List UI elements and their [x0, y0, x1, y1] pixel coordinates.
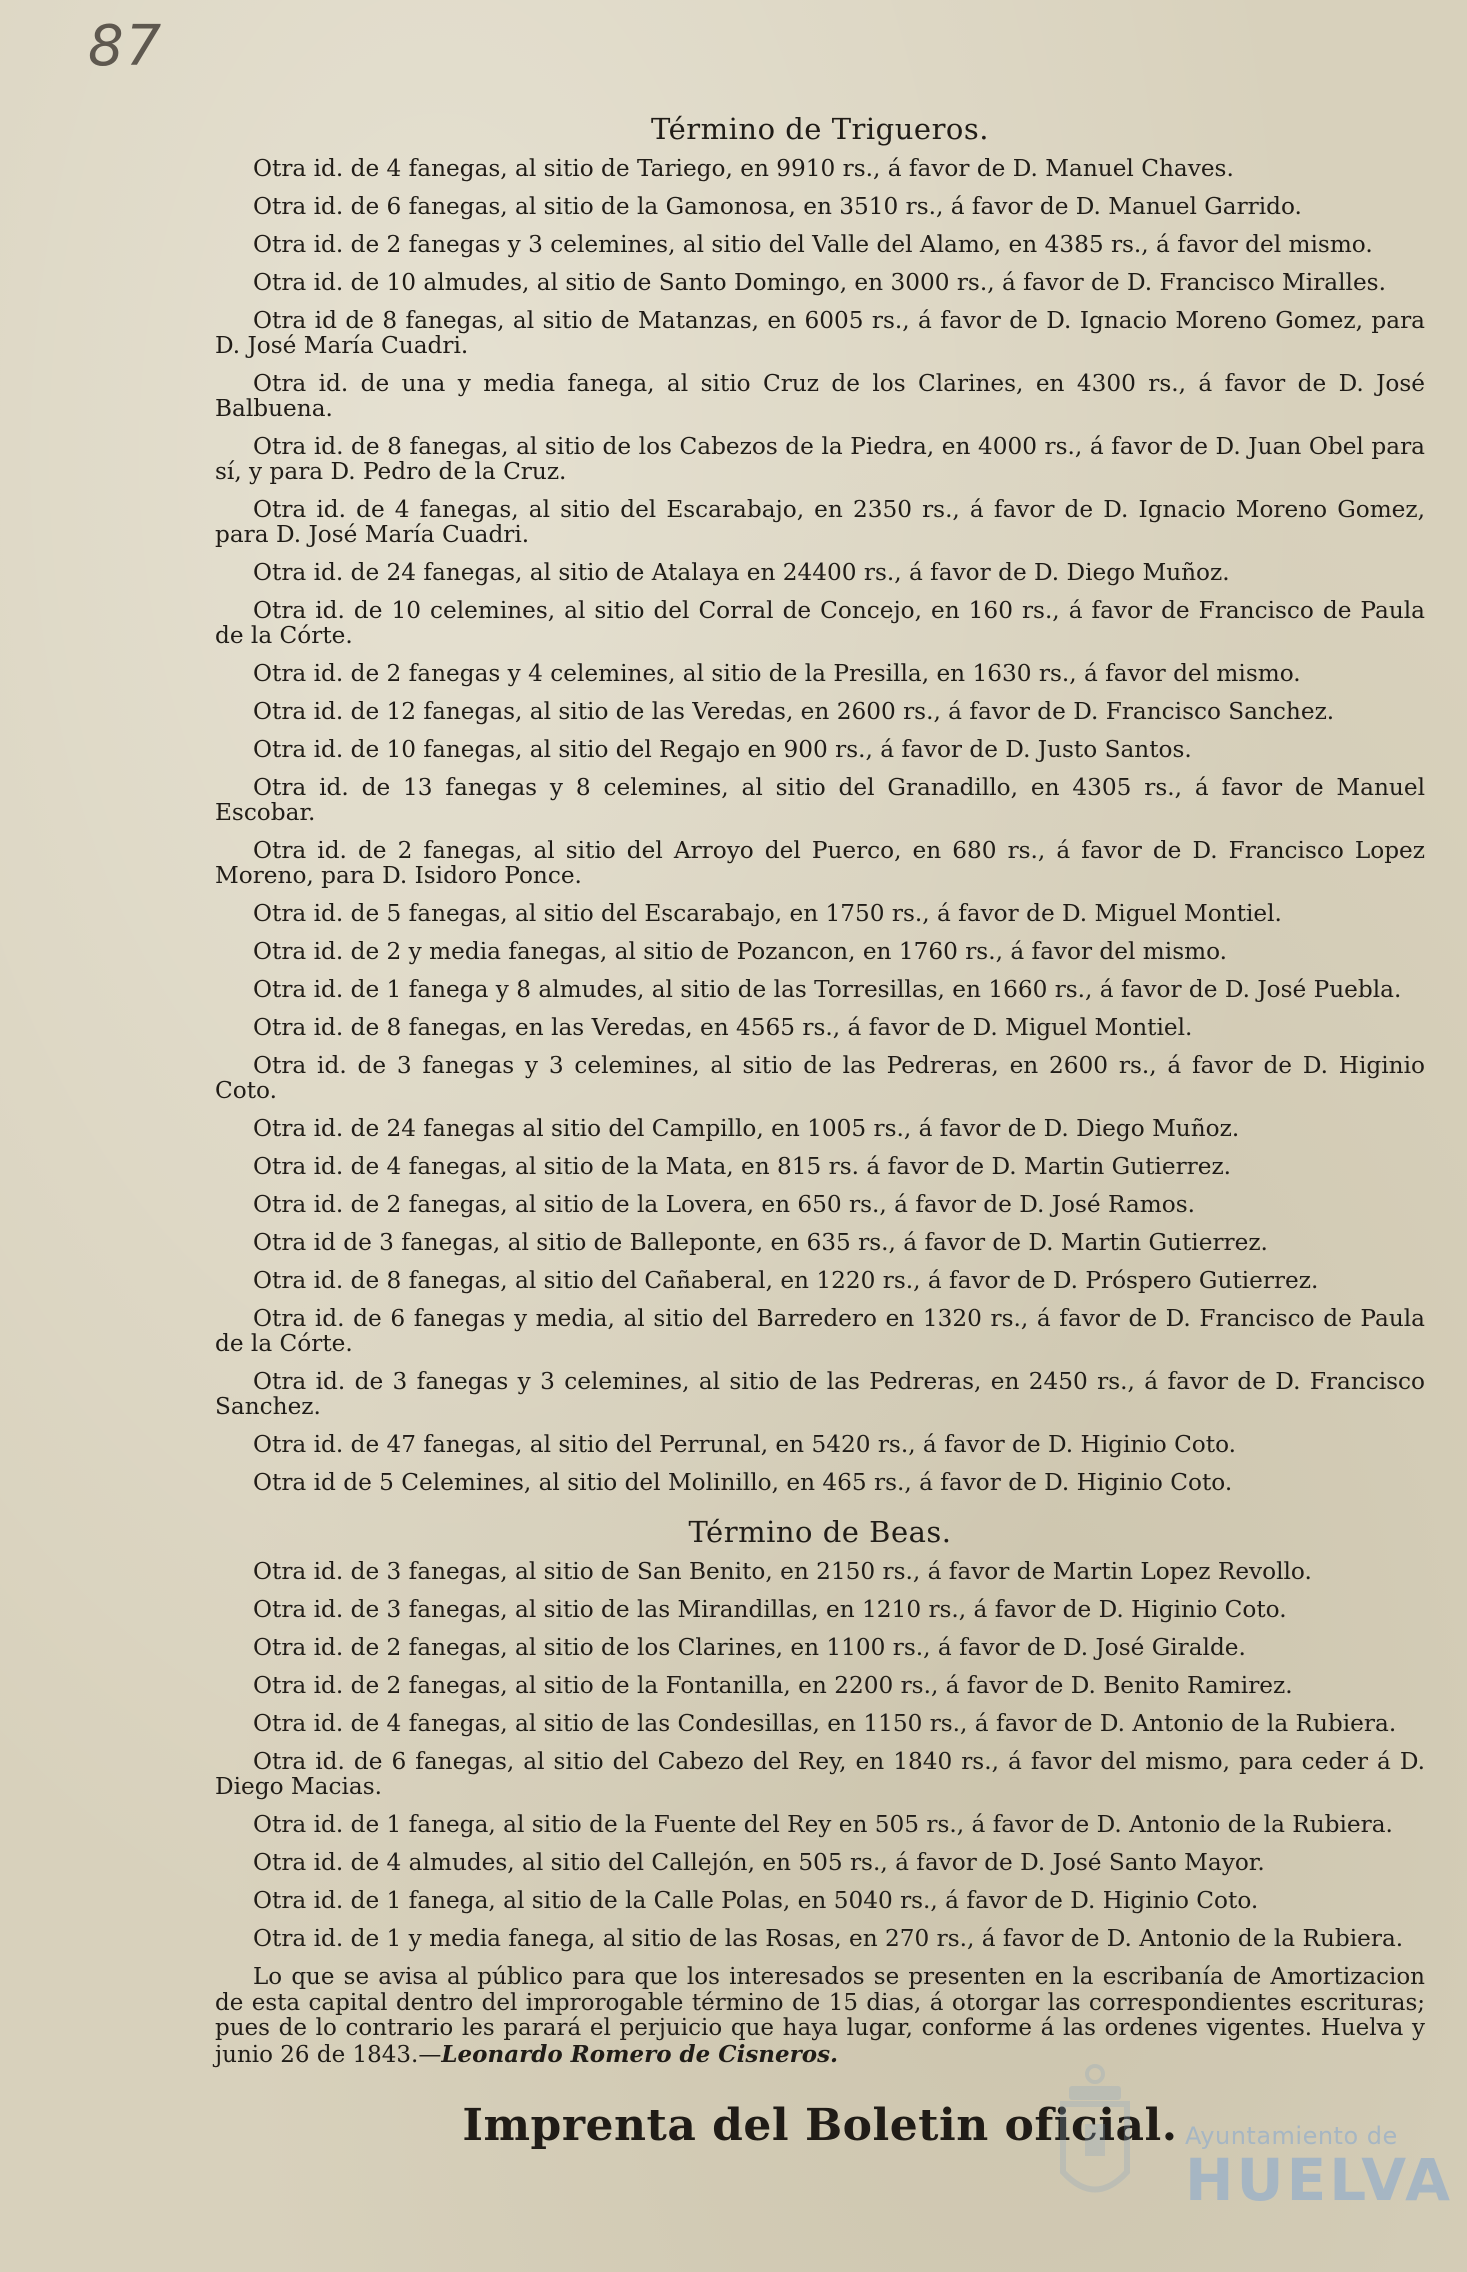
list-item: Otra id. de 2 fanegas, al sitio de la Fontanilla, en 2200 rs., á favor de D. Benito Ramirez.: [253, 1672, 1293, 1699]
section-beas: [215, 1515, 1425, 1951]
list-item: Otra id. de 13 fanegas y 8 celemines, al sitio del Granadillo, en 4305 rs., á favor de Manuel Escobar.: [215, 774, 1425, 826]
document-body: [215, 112, 1425, 2151]
list-item: Otra id. de 6 fanegas, al sitio de la Gamonosa, en 3510 rs., á favor de D. Manuel Garrido.: [253, 193, 1302, 220]
list-item: Otra id. de 47 fanegas, al sitio del Perrunal, en 5420 rs., á favor de D. Higinio Coto.: [253, 1431, 1237, 1458]
list-item: Otra id. de 8 fanegas, al sitio del Cañaberal, en 1220 rs., á favor de D. Próspero Gutierrez.: [253, 1267, 1319, 1294]
list-item: Otra id. de 2 fanegas, al sitio de la Lovera, en 650 rs., á favor de D. José Ramos.: [253, 1191, 1195, 1218]
list-item: Otra id. de 1 fanega, al sitio de la Fuente del Rey en 505 rs., á favor de D. Antonio de la Rubiera.: [253, 1811, 1393, 1838]
shelf-mark-number: 87: [88, 14, 164, 79]
list-item: Otra id. de 3 fanegas y 3 celemines, al sitio de las Pedreras, en 2450 rs., á favor de D. Francisco Sanchez.: [215, 1368, 1425, 1420]
list-item: Otra id. de 10 almudes, al sitio de Santo Domingo, en 3000 rs., á favor de D. Francisco Miralles.: [253, 269, 1386, 296]
list-item: Otra id. de 24 fanegas al sitio del Campillo, en 1005 rs., á favor de D. Diego Muñoz.: [253, 1115, 1240, 1142]
list-item: Otra id. de 8 fanegas, en las Veredas, en 4565 rs., á favor de D. Miguel Montiel.: [253, 1014, 1193, 1041]
handwritten-shelf-mark: [88, 14, 163, 79]
list-item: Otra id. de 6 fanegas, al sitio del Cabezo del Rey, en 1840 rs., á favor del mismo, para ceder á D. Diego Macias.: [215, 1748, 1425, 1800]
list-item: Otra id. de 12 fanegas, al sitio de las Veredas, en 2600 rs., á favor de D. Francisco Sanchez.: [253, 698, 1335, 725]
list-item: Otra id. de 24 fanegas, al sitio de Atalaya en 24400 rs., á favor de D. Diego Muñoz.: [253, 559, 1230, 586]
list-item: Otra id. de 2 y media fanegas, al sitio de Pozancon, en 1760 rs., á favor del mismo.: [253, 938, 1227, 965]
list-item: Otra id. de 2 fanegas y 3 celemines, al sitio del Valle del Alamo, en 4385 rs., á favor del mismo.: [253, 231, 1373, 258]
section-title: Término de Trigueros.: [651, 112, 989, 146]
list-item: Otra id. de 3 fanegas, al sitio de las Mirandillas, en 1210 rs., á favor de D. Higinio Coto.: [253, 1596, 1287, 1623]
list-item: Otra id. de 2 fanegas, al sitio del Arroyo del Puerco, en 680 rs., á favor de D. Francisco Lopez Moreno, para D. Isidoro Ponce.: [215, 837, 1425, 889]
watermark-logo: [1185, 2122, 1453, 2214]
list-item: Otra id. de 1 y media fanega, al sitio de las Rosas, en 270 rs., á favor de D. Antonio de la Rubiera.: [253, 1925, 1404, 1952]
public-notice: [215, 1965, 1425, 2068]
watermark-line2: HUELVA: [1185, 2146, 1454, 2214]
section-trigueros: [215, 112, 1425, 1495]
list-item: Otra id de 3 fanegas, al sitio de Balleponte, en 635 rs., á favor de D. Martin Gutierrez.: [253, 1229, 1268, 1256]
list-item: Otra id. de 4 fanegas, al sitio de las Condesillas, en 1150 rs., á favor de D. Antonio de la Rubiera.: [253, 1710, 1397, 1737]
list-item: Otra id. de 4 fanegas, al sitio del Escarabajo, en 2350 rs., á favor de D. Ignacio Moreno Gomez, para D. José María Cuadri.: [215, 496, 1425, 548]
list-item: Otra id. de 1 fanega y 8 almudes, al sitio de las Torresillas, en 1660 rs., á favor de D. José Puebla.: [253, 976, 1402, 1003]
printer-imprint: Imprenta del Boletin oficial.: [462, 2100, 1178, 2151]
list-item: Otra id de 5 Celemines, al sitio del Molinillo, en 465 rs., á favor de D. Higinio Coto.: [253, 1469, 1233, 1496]
entry-list: [215, 1559, 1425, 1951]
list-item: Otra id. de 4 fanegas, al sitio de la Mata, en 815 rs. á favor de D. Martin Gutierrez.: [253, 1153, 1232, 1180]
watermark-line1: Ayuntamiento de: [1185, 2122, 1398, 2150]
notice-body: Lo que se avisa al público para que los interesados se presenten en la escribanía de Amortizacion de esta capital dentro del improrogable término de 15 dias, á otorgar las correspondientes escrituras; pues de lo contrario les parará el perjuicio que haya lugar, conforme á las ordenes vigentes. Huelva y junio 26 de 1843.—: [215, 1964, 1425, 2068]
entry-list: [215, 156, 1425, 1495]
list-item: Otra id. de 4 fanegas, al sitio de Tariego, en 9910 rs., á favor de D. Manuel Chaves.: [253, 155, 1234, 182]
list-item: Otra id. de 3 fanegas, al sitio de San Benito, en 2150 rs., á favor de Martin Lopez Revollo.: [253, 1558, 1312, 1585]
list-item: Otra id. de 4 almudes, al sitio del Callejón, en 505 rs., á favor de D. José Santo Mayor.: [253, 1849, 1265, 1876]
list-item: Otra id. de 3 fanegas y 3 celemines, al sitio de las Pedreras, en 2600 rs., á favor de D. Higinio Coto.: [215, 1052, 1425, 1104]
huelva-coat-of-arms-icon: [1055, 2062, 1135, 2212]
list-item: Otra id. de 1 fanega, al sitio de la Calle Polas, en 5040 rs., á favor de D. Higinio Coto.: [253, 1887, 1259, 1914]
list-item: Otra id. de 10 celemines, al sitio del Corral de Concejo, en 160 rs., á favor de Francisco de Paula de la Córte.: [215, 597, 1425, 649]
notice-signature: Leonardo Romero de Cisneros.: [441, 2040, 839, 2068]
list-item: Otra id. de 5 fanegas, al sitio del Escarabajo, en 1750 rs., á favor de D. Miguel Montiel.: [253, 900, 1282, 927]
list-item: Otra id. de 6 fanegas y media, al sitio del Barredero en 1320 rs., á favor de D. Francisco de Paula de la Córte.: [215, 1305, 1425, 1357]
section-title: Término de Beas.: [688, 1515, 952, 1549]
list-item: Otra id. de 2 fanegas y 4 celemines, al sitio de la Presilla, en 1630 rs., á favor del mismo.: [253, 660, 1301, 687]
list-item: Otra id. de una y media fanega, al sitio Cruz de los Clarines, en 4300 rs., á favor de D. José Balbuena.: [215, 370, 1425, 422]
list-item: Otra id. de 10 fanegas, al sitio del Regajo en 900 rs., á favor de D. Justo Santos.: [253, 736, 1192, 763]
list-item: Otra id. de 8 fanegas, al sitio de los Cabezos de la Piedra, en 4000 rs., á favor de D. Juan Obel para sí, y para D. Pedro de la Cruz.: [215, 433, 1425, 485]
list-item: Otra id de 8 fanegas, al sitio de Matanzas, en 6005 rs., á favor de D. Ignacio Moreno Gomez, para D. José María Cuadri.: [215, 307, 1425, 359]
list-item: Otra id. de 2 fanegas, al sitio de los Clarines, en 1100 rs., á favor de D. José Giralde.: [253, 1634, 1246, 1661]
